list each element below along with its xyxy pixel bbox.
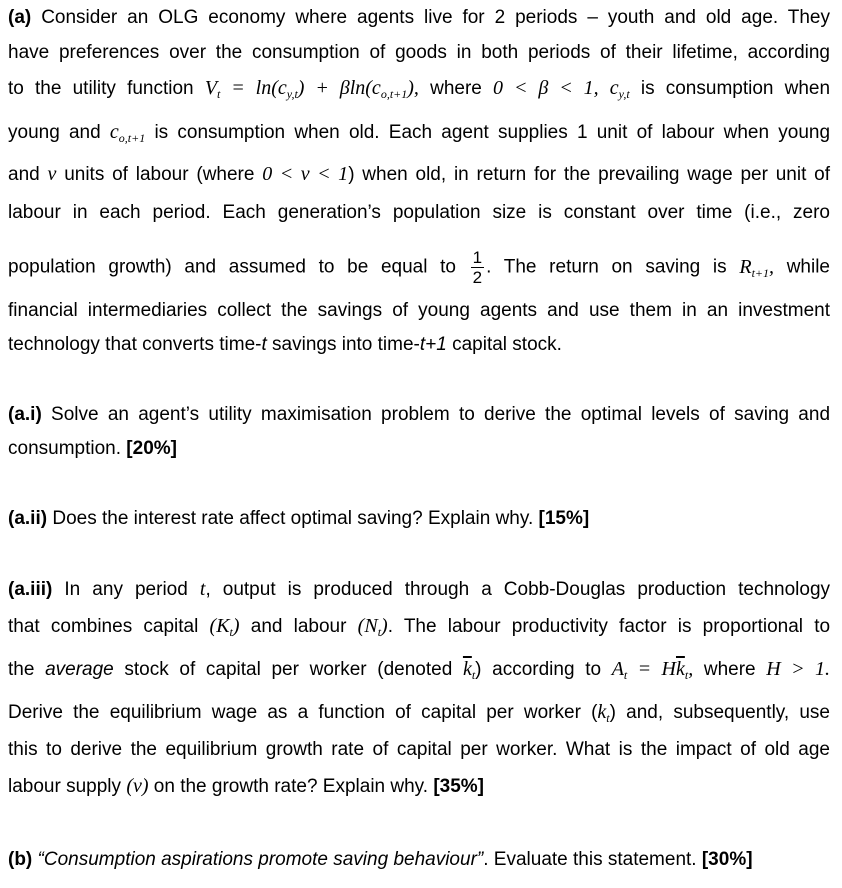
- part-a-label: (a): [8, 7, 32, 28]
- mark-aii: [15%]: [538, 508, 590, 529]
- quote: “Consumption aspirations promote saving behaviour”: [37, 849, 484, 870]
- para-a-line-6: labour in each period. Each generation’s population size is constant over time (i.e., zero: [8, 202, 830, 223]
- mark-aiii: [35%]: [433, 776, 485, 797]
- para-a-line-4: young and $c_{o,t+1}$ is consumption when old. Each agent supplies 1 unit of labour when young: [8, 121, 831, 145]
- para-aii-line-1: (a.ii) Does the interest rate affect optimal saving? Explain why. [15%]: [8, 508, 590, 529]
- v-symbol: v: [47, 163, 57, 185]
- para-aiii-line-6: labour supply (v) on the growth rate? Explain why. [35%]: [8, 775, 485, 797]
- para-a-line-5: and v units of labour (where 0 < v < 1) when old, in return for the prevailing wage per unit of: [8, 163, 830, 185]
- capital-symbol: $(K_t)$: [209, 615, 240, 639]
- c-old-symbol: $c_{o,t+1}$: [109, 121, 146, 145]
- para-aiii-line-4: Derive the equilibrium wage as a function of capital per worker $(k_t)$ and, subsequently, use: [8, 701, 830, 725]
- return-symbol: $R_{t+1}$,: [739, 255, 774, 280]
- para-a-line-8: financial intermediaries collect the savings of young agents and use them in an investment: [8, 300, 830, 321]
- para-a-line-7: population growth) and assumed to be equal to $\frac{1}{2}$ . The return on saving is $R_{t+1}$, while: [8, 248, 830, 287]
- v-range: 0 < v < 1: [262, 163, 349, 185]
- para-aiii-line-2: that combines capital $(K_t)$ and labour $(N_t)$. The labour productivity factor is proportional to: [8, 615, 831, 639]
- productivity-equation: $A_t = H\overline{k}_t$,: [611, 658, 694, 682]
- part-b-label: (b): [8, 849, 33, 870]
- utility-equation: $V_t = \ln(c_{y,t}) + \beta\ln(c_{o,t+1})$,: [204, 77, 419, 101]
- kbar-symbol: $\overline{k}_t$: [462, 658, 476, 682]
- part-ai-label: (a.i): [8, 404, 42, 425]
- para-a-line-1: (a) Consider an OLG economy where agents live for 2 periods – youth and old age. They: [8, 7, 831, 28]
- para-aiii-line-3: the average stock of capital per worker (denoted $\overline{k}_t$) according to $A_t = H\overline{k}_t$, where H > 1.: [8, 658, 830, 682]
- part-aiii-label: (a.iii): [8, 579, 53, 600]
- para-aiii-line-5: this to derive the equilibrium growth rate of capital per worker. What is the impact of old age: [8, 739, 830, 760]
- para-a-line-9: technology that converts time-t savings into time-t+1 capital stock.: [8, 334, 562, 355]
- para-b-line-1: (b) “Consumption aspirations promote saving behaviour”. Evaluate this statement. [30%]: [8, 849, 753, 870]
- k-symbol: $k_t$: [597, 701, 610, 725]
- labour-symbol: $(N_t)$: [357, 615, 388, 639]
- para-a-line-2: have preferences over the consumption of goods in both periods of their lifetime, according: [8, 42, 830, 63]
- part-aii-label: (a.ii): [8, 508, 48, 529]
- h-condition: H > 1.: [766, 658, 830, 680]
- mark-ai: [20%]: [126, 438, 177, 459]
- v-paren-symbol: (v): [126, 775, 149, 797]
- beta-range: 0 < β < 1,: [493, 77, 599, 99]
- mark-b: [30%]: [701, 849, 753, 870]
- c-young-symbol: $c_{y,t}$: [609, 77, 630, 101]
- para-ai-line-1: (a.i) Solve an agent’s utility maximisation problem to derive the optimal levels of saving and: [8, 404, 831, 425]
- para-ai-line-2: consumption. [20%]: [8, 438, 177, 459]
- one-half-fraction: $\frac{1}{2}$: [472, 248, 483, 287]
- para-aiii-line-1: (a.iii) In any period t, output is produced through a Cobb-Douglas production technology: [8, 578, 831, 600]
- para-a-line-3: to the utility function $V_t = \ln(c_{y,t}) + \beta\ln(c_{o,t+1})$, where 0 < β < 1, $c_{y,t}$ is consumption when: [8, 77, 831, 101]
